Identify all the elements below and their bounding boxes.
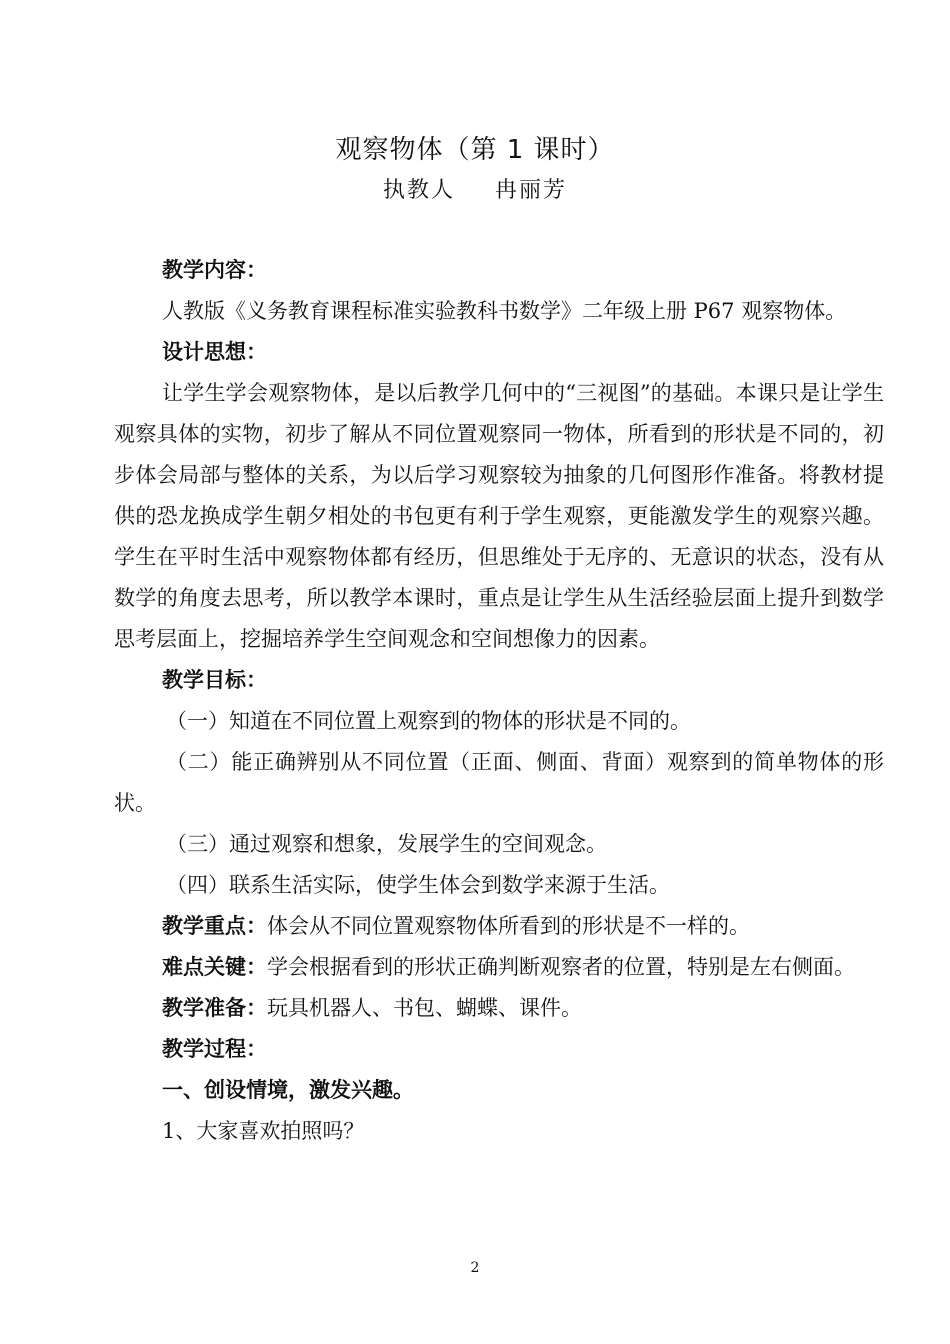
difficulty-label: 难点关键： [162,955,267,979]
page-number: 2 [470,1260,480,1276]
goal-item: （三）通过观察和想象，发展学生的空间观念。 [166,832,607,856]
key-point-text: 体会从不同位置观察物体所看到的形状是不一样的。 [267,914,750,938]
preparation-text: 玩具机器人、书包、蝴蝶、课件。 [267,996,582,1020]
goal-item: （四）联系生活实际，使学生体会到数学来源于生活。 [166,873,670,897]
content-paragraph: 人教版《义务教育课程标准实验教科书数学》二年级上册 P67 观察物体。 [162,299,847,323]
author-label: 执教人 [382,178,455,203]
key-point-label: 教学重点： [162,914,267,938]
design-heading: 设计思想： [162,340,267,364]
process-heading: 教学过程： [162,1037,267,1061]
page-title: 观察物体（第 1 课时） [335,135,615,165]
goal-item: （二）能正确辨别从不同位置（正面、侧面、背面）观察到的简单物体的形状。 [114,750,884,815]
author-name: 冉丽芳 [495,178,568,203]
preparation-line [114,988,884,1029]
key-point-line [114,906,884,947]
goals-heading: 教学目标： [162,668,267,692]
preparation-label: 教学准备： [162,996,267,1020]
difficulty-line [114,947,884,988]
document-body [114,250,884,1152]
difficulty-text: 学会根据看到的形状正确判断观察者的位置，特别是左右侧面。 [267,955,855,979]
step1-item: 1、大家喜欢拍照吗？ [162,1119,365,1143]
step1-heading: 一、创设情境，激发兴趣。 [162,1078,414,1102]
design-paragraph: 让学生学会观察物体，是以后教学几何中的“三视图”的基础。本课只是让学生观察具体的实物，初步了解从不同位置观察同一物体，所看到的形状是不同的，初步体会局部与整体的关系，为以后学习观察较为抽象的几何图形作准备。将教材提供的恐龙换成学生朝夕相处的书包更有利于学生观察，更能激发学生的观察兴趣。学生在平时生活中观察物体都有经历，但思维处于无序的、无意识的状态，没有从数学的角度去思考，所以教学本课时，重点是让学生从生活经验层面上提升到数学思考层面上，挖掘培养学生空间观念和空间想像力的因素。 [114,381,884,651]
goal-item: （一）知道在不同位置上观察到的物体的形状是不同的。 [166,709,691,733]
author-line [0,172,950,210]
content-heading: 教学内容： [162,258,267,282]
